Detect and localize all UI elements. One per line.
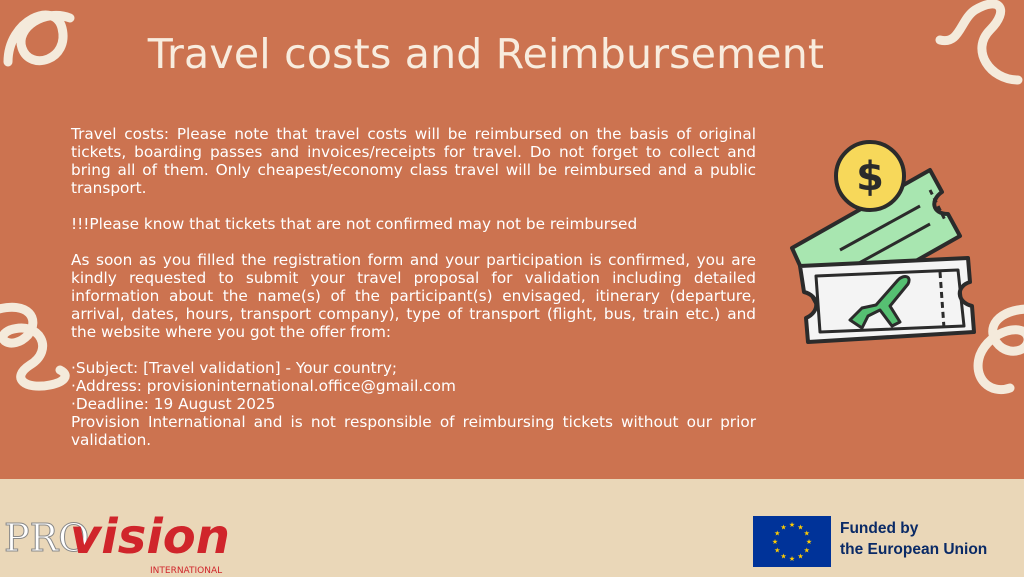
page-title: Travel costs and Reimbursement [147, 30, 825, 78]
logo-vision-text: vision [70, 509, 230, 565]
ticket-illustration-icon [780, 130, 1000, 360]
eu-star-icon: ★ [774, 529, 781, 538]
eu-funding-text [840, 518, 987, 560]
eu-star-icon: ★ [797, 552, 804, 561]
eu-star-icon: ★ [788, 555, 796, 563]
eu-star-icon: ★ [788, 521, 796, 529]
eu-star-icon: ★ [771, 538, 779, 546]
body-text [71, 125, 756, 449]
eu-star-icon: ★ [780, 552, 787, 561]
eu-star-icon: ★ [774, 546, 781, 555]
eu-star-icon: ★ [803, 546, 810, 555]
eu-star-icon: ★ [797, 523, 804, 532]
european-union-label: the European Union [840, 541, 988, 558]
disclaimer-paragraph: Provision International and is not responsible of reimbursing tickets without our prior validation. [71, 413, 756, 449]
warning-paragraph: !!!Please know that tickets that are not confirmed may not be reimbursed [71, 215, 638, 233]
deadline-line: ·Deadline: 19 August 2025 [71, 395, 276, 413]
svg-text:$: $ [856, 154, 884, 200]
validation-paragraph: As soon as you filled the registration form and your participation is confirmed, you are kindly requested to submit your travel proposal for validation including detailed information about the name(s) of the participant(s) envisaged, itinerary (departure, arrival, dates, hours, transport company), type of transport (flight, bus, train etc.) and the website where you got the offer from: [71, 251, 756, 341]
funded-by-label: Funded by [840, 520, 919, 537]
travel-costs-paragraph: Travel costs: Please note that travel costs will be reimbursed on the basis of original tickets, boarding passes and invoices/receipts for travel. Do not forget to collect and bring all of them. Only cheapest/economy class travel will be reimbursed and a public transport. [71, 125, 756, 197]
eu-star-icon: ★ [805, 538, 813, 546]
subject-line: ·Subject: [Travel validation] - Your country; [71, 359, 398, 377]
provision-logo [0, 495, 240, 577]
logo-pro-text: PRO [4, 516, 90, 560]
eu-star-icon: ★ [803, 529, 810, 538]
address-line[interactable]: ·Address: provisioninternational.office@gmail.com [71, 377, 456, 395]
logo-international-text: INTERNATIONAL [150, 566, 223, 576]
eu-star-icon: ★ [780, 523, 787, 532]
eu-flag-icon [753, 516, 831, 567]
